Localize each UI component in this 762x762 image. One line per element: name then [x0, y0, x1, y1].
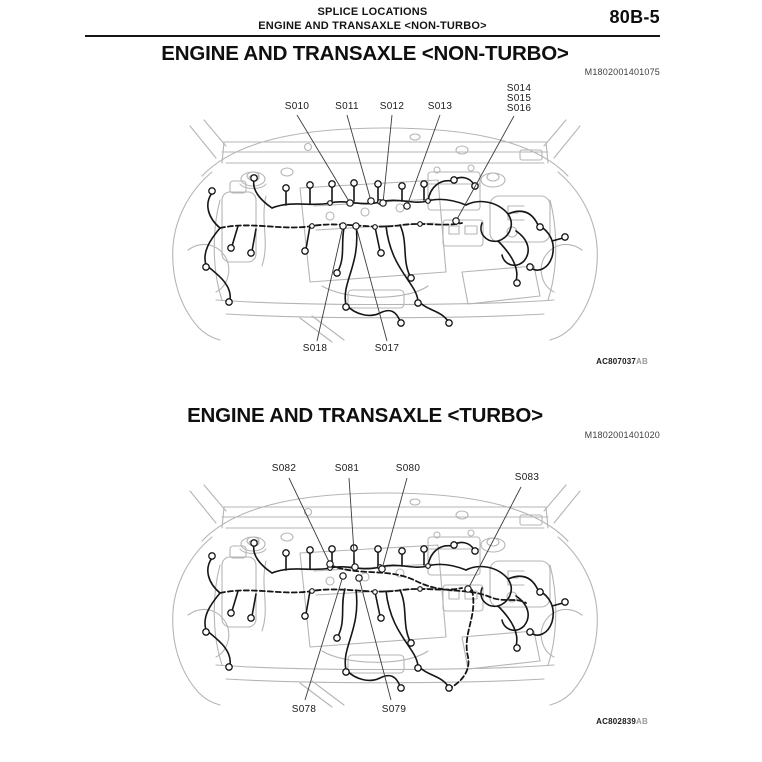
- splice-label-s014: S014: [506, 83, 532, 94]
- leader-line-s014-s015-s016: [456, 116, 514, 221]
- splice-label-s083: S083: [514, 472, 540, 483]
- splice-label-s013: S013: [427, 101, 453, 112]
- figure-title-turbo: ENGINE AND TRANSAXLE <TURBO>: [187, 404, 543, 427]
- leader-line-s010: [297, 115, 350, 203]
- engine-bay-diagram-non-turbo: [160, 80, 610, 380]
- leader-line-s018: [317, 226, 343, 341]
- header-rule: [85, 35, 660, 37]
- figure-code-suffix: AB: [636, 717, 648, 726]
- splice-label-s018: S018: [302, 343, 328, 354]
- splice-label-s082: S082: [271, 463, 297, 474]
- ref-code-non-turbo: M1802001401075: [584, 67, 660, 77]
- splice-point-s082: [327, 561, 333, 567]
- splice-label-s010: S010: [284, 101, 310, 112]
- page-number: 80B-5: [609, 7, 660, 27]
- splice-label-s079: S079: [381, 704, 407, 715]
- splice-label-s011: S011: [335, 101, 359, 112]
- splice-point-s014-s015-s016: [453, 218, 459, 224]
- figure-code-non-turbo: [596, 357, 648, 366]
- splice-point-s081: [352, 564, 358, 570]
- splice-label-s081: S081: [334, 463, 360, 474]
- splice-label-s078: S078: [291, 704, 317, 715]
- splice-point-s080: [379, 566, 385, 572]
- splice-label-s016: S016: [506, 103, 532, 114]
- splice-point-s017: [353, 223, 359, 229]
- splice-label-s012: S012: [379, 101, 405, 112]
- splice-point-s012: [380, 200, 386, 206]
- figure-code-suffix: AB: [636, 357, 648, 366]
- leader-line-s081: [349, 478, 355, 567]
- splice-label-s080: S080: [395, 463, 421, 474]
- page-header: [85, 6, 660, 33]
- leader-line-s083: [468, 487, 521, 589]
- leader-line-s017: [356, 226, 387, 341]
- engine-bay-diagram-turbo: [160, 445, 610, 745]
- figure-code-main: AC802839: [596, 717, 637, 726]
- splice-point-s013: [404, 203, 410, 209]
- header-subsection-title: ENGINE AND TRANSAXLE <NON-TURBO>: [258, 19, 487, 32]
- splice-point-s079: [356, 575, 362, 581]
- splice-label-s015: S015: [506, 93, 532, 104]
- splice-point-s018: [340, 223, 346, 229]
- splice-label-s017: S017: [374, 343, 400, 354]
- figure-code-turbo: [596, 717, 648, 726]
- splice-point-s011: [368, 198, 374, 204]
- header-section-title: SPLICE LOCATIONS: [317, 6, 428, 18]
- figure-code-main: AC807037: [596, 357, 637, 366]
- splice-point-s083: [465, 586, 471, 592]
- leader-line-s080: [382, 478, 407, 569]
- splice-point-s010: [347, 200, 353, 206]
- splice-point-s078: [340, 573, 346, 579]
- ref-code-turbo: M1802001401020: [584, 430, 660, 440]
- figure-title-non-turbo: ENGINE AND TRANSAXLE <NON-TURBO>: [161, 42, 569, 65]
- turbo-harness-extra: [330, 565, 526, 687]
